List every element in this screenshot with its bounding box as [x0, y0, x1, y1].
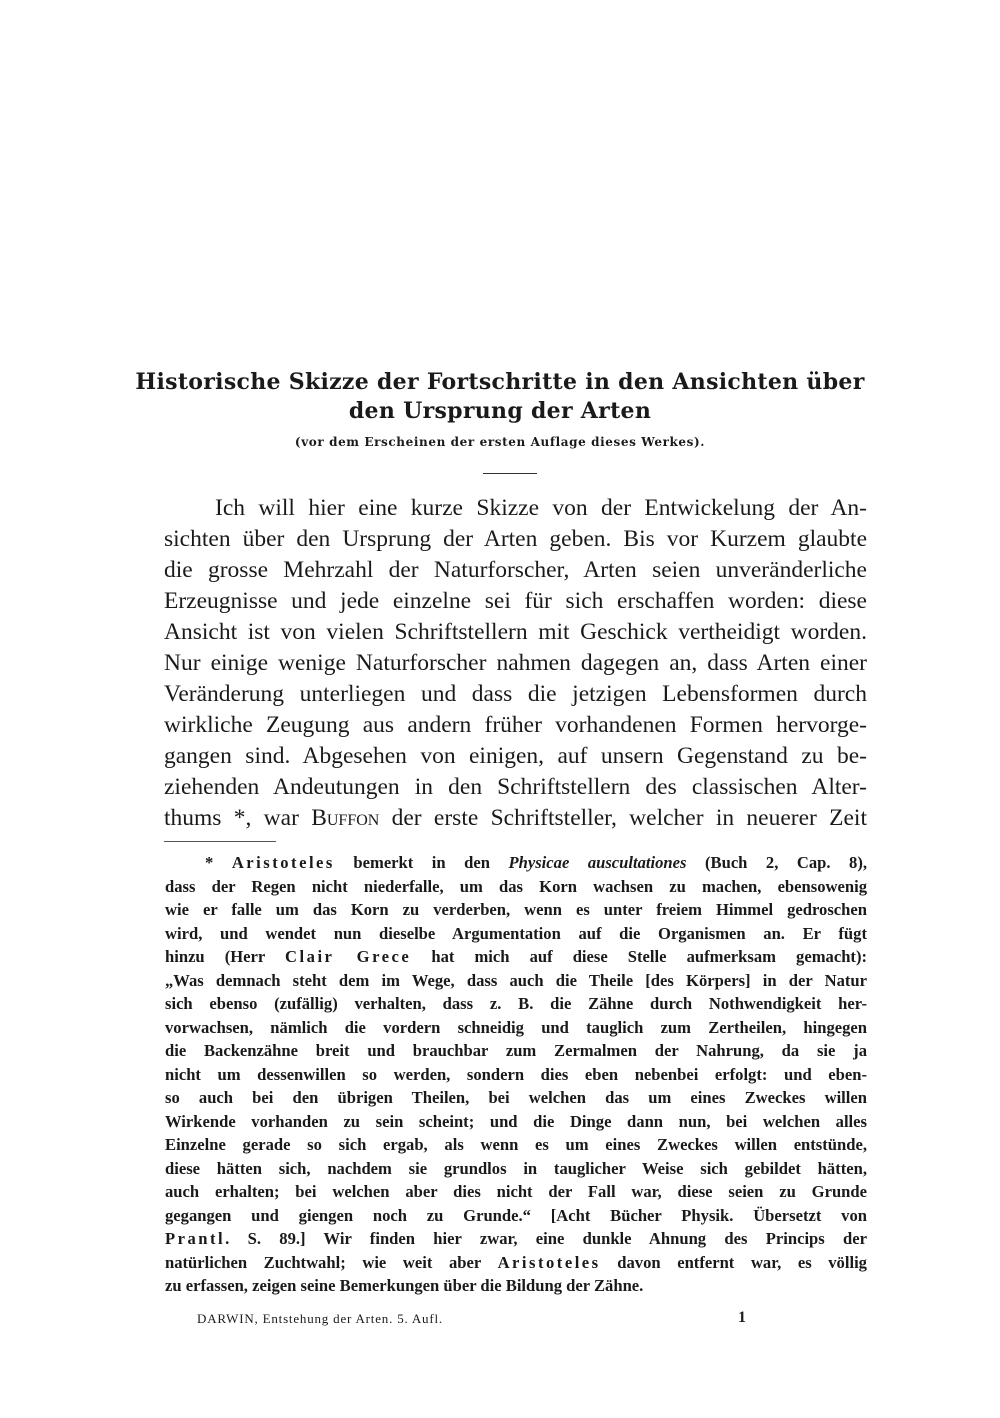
body-line: Nur einige wenige Naturforscher nahmen dagegen an, dass Arten einer	[164, 650, 867, 676]
footnote-line: auch erhalten; bei welchen aber dies nicht der Fall war, diese seien zu Grunde	[165, 1182, 867, 1201]
body-line	[164, 803, 867, 834]
body-line: Ich will hier eine kurze Skizze von der Entwickelung der An-	[215, 495, 867, 521]
body-line: sichten über den Ursprung der Arten geben. Bis vor Kurzem glaubte	[164, 526, 867, 552]
footnote-line: wird, und wendet nun dieselbe Argumentation auf die Organismen an. Er fügt	[165, 923, 867, 943]
footnote-line: Einzelne gerade so sich ergab, als wenn es um eines Zweckes willen entstünde,	[165, 1135, 867, 1154]
running-footer: DARWIN, Entstehung der Arten. 5. Aufl.	[197, 1311, 443, 1326]
page-title-line-1: Historische Skizze der Fortschritte in den Ansichten über	[135, 369, 865, 395]
body-line: Ansicht ist von vielen Schriftstellern mit Geschick vertheidigt worden.	[164, 619, 867, 645]
footnote-line: „Was demnach steht dem im Wege, dass auch die Theile [des Körpers] in der Natur	[165, 970, 867, 990]
page-subtitle: (vor dem Erscheinen der ersten Auflage dieses Werkes).	[294, 435, 706, 449]
footnote-text-span: bemerkt in den	[334, 853, 509, 872]
page-title-line-2: den Ursprung der Arten	[348, 398, 652, 424]
footnote-line: vorwachsen, nämlich die vordern schneidig und tauglich zum Zertheilen, hingegen	[165, 1017, 867, 1037]
body-line: Veränderung unterliegen und dass die jetzigen Lebensformen durch	[164, 681, 867, 707]
footnote-text-span: davon entfernt war, es völlig	[600, 1252, 867, 1272]
footnote-line: diese hätten sich, nachdem sie grundlos in tauglicher Weise sich gebildet hätten,	[165, 1158, 867, 1178]
footnote-line	[165, 1227, 867, 1251]
footnote-line: sich ebenso (zufällig) verhalten, dass z. B. die Zähne durch Nothwendigkeit her-	[165, 994, 867, 1013]
footnote-marker: *	[205, 853, 232, 872]
work-title: Physicae auscultationes	[508, 853, 687, 872]
body-line: die grosse Mehrzahl der Naturforscher, Arten seien unveränderliche	[164, 557, 867, 583]
body-line: ziehenden Andeutungen in den Schriftstellern des classischen Alter-	[164, 774, 867, 800]
footnote-text-span: . S. 89.] Wir finden hier zwar, eine dunkle Ahnung des Princips der	[225, 1229, 867, 1248]
body-line: Erzeugnisse und jede einzelne sei für sich erschaffen worden: diese	[164, 588, 867, 614]
body-text-span: thums *, war	[164, 805, 312, 831]
footnote-text-span: natürlichen Zuchtwahl; wie weit aber	[165, 1252, 498, 1272]
footnote-text-span: hinzu (Herr	[165, 947, 286, 966]
footnote-line: dass der Regen nicht niederfalle, um das Korn wachsen zu machen, ebensowenig	[165, 876, 867, 896]
footnote-line: nicht um dessenwillen so werden, sondern dies eben nebenbei erfolgt: und eben-	[165, 1064, 867, 1084]
footnote-line: zu erfassen, zeigen seine Bemerkungen über die Bildung der Zähne.	[165, 1276, 644, 1295]
footnote-separator	[164, 841, 276, 842]
footnote-line: so auch bei den übrigen Theilen, bei welchen das um eines Zweckes willen	[165, 1088, 867, 1107]
footnote-line: die Backenzähne breit und brauchbar zum Zermalmen der Nahrung, da sie ja	[165, 1041, 867, 1060]
footnote-line	[165, 1251, 867, 1275]
author-name: Prantl	[165, 1229, 226, 1248]
author-name: Aristoteles	[231, 853, 335, 872]
footnote-line	[165, 945, 867, 969]
footnote-line: Wirkende vorhanden zu sein scheint; und die Dinge dann nun, bei welchen alles	[165, 1111, 867, 1131]
title-ornament-rule	[483, 473, 537, 474]
footnote-text-span: (Buch 2, Cap. 8),	[686, 853, 867, 872]
footnote-line	[205, 851, 867, 875]
author-name-buffon: Buffon	[311, 805, 380, 831]
page-number: 1	[738, 1309, 746, 1326]
footnote-text-span: hat mich auf diese Stelle aufmerksam gemacht):	[411, 947, 868, 966]
body-text-span: der erste Schriftsteller, welcher in neuerer Zeit	[379, 805, 867, 831]
footnote-line: gegangen und giengen noch zu Grunde.“ [Acht Bücher Physik. Übersetzt von	[165, 1205, 867, 1225]
footnote-line: wie er falle um das Korn zu verderben, wenn es unter freiem Himmel gedroschen	[165, 900, 867, 919]
author-name: Aristoteles	[497, 1252, 601, 1272]
body-line: gangen sind. Abgesehen von einigen, auf unsern Gegenstand zu be-	[164, 743, 867, 769]
person-name: Clair Grece	[285, 947, 412, 966]
body-line: wirkliche Zeugung aus andern früher vorhandenen Formen hervorge-	[164, 712, 867, 738]
